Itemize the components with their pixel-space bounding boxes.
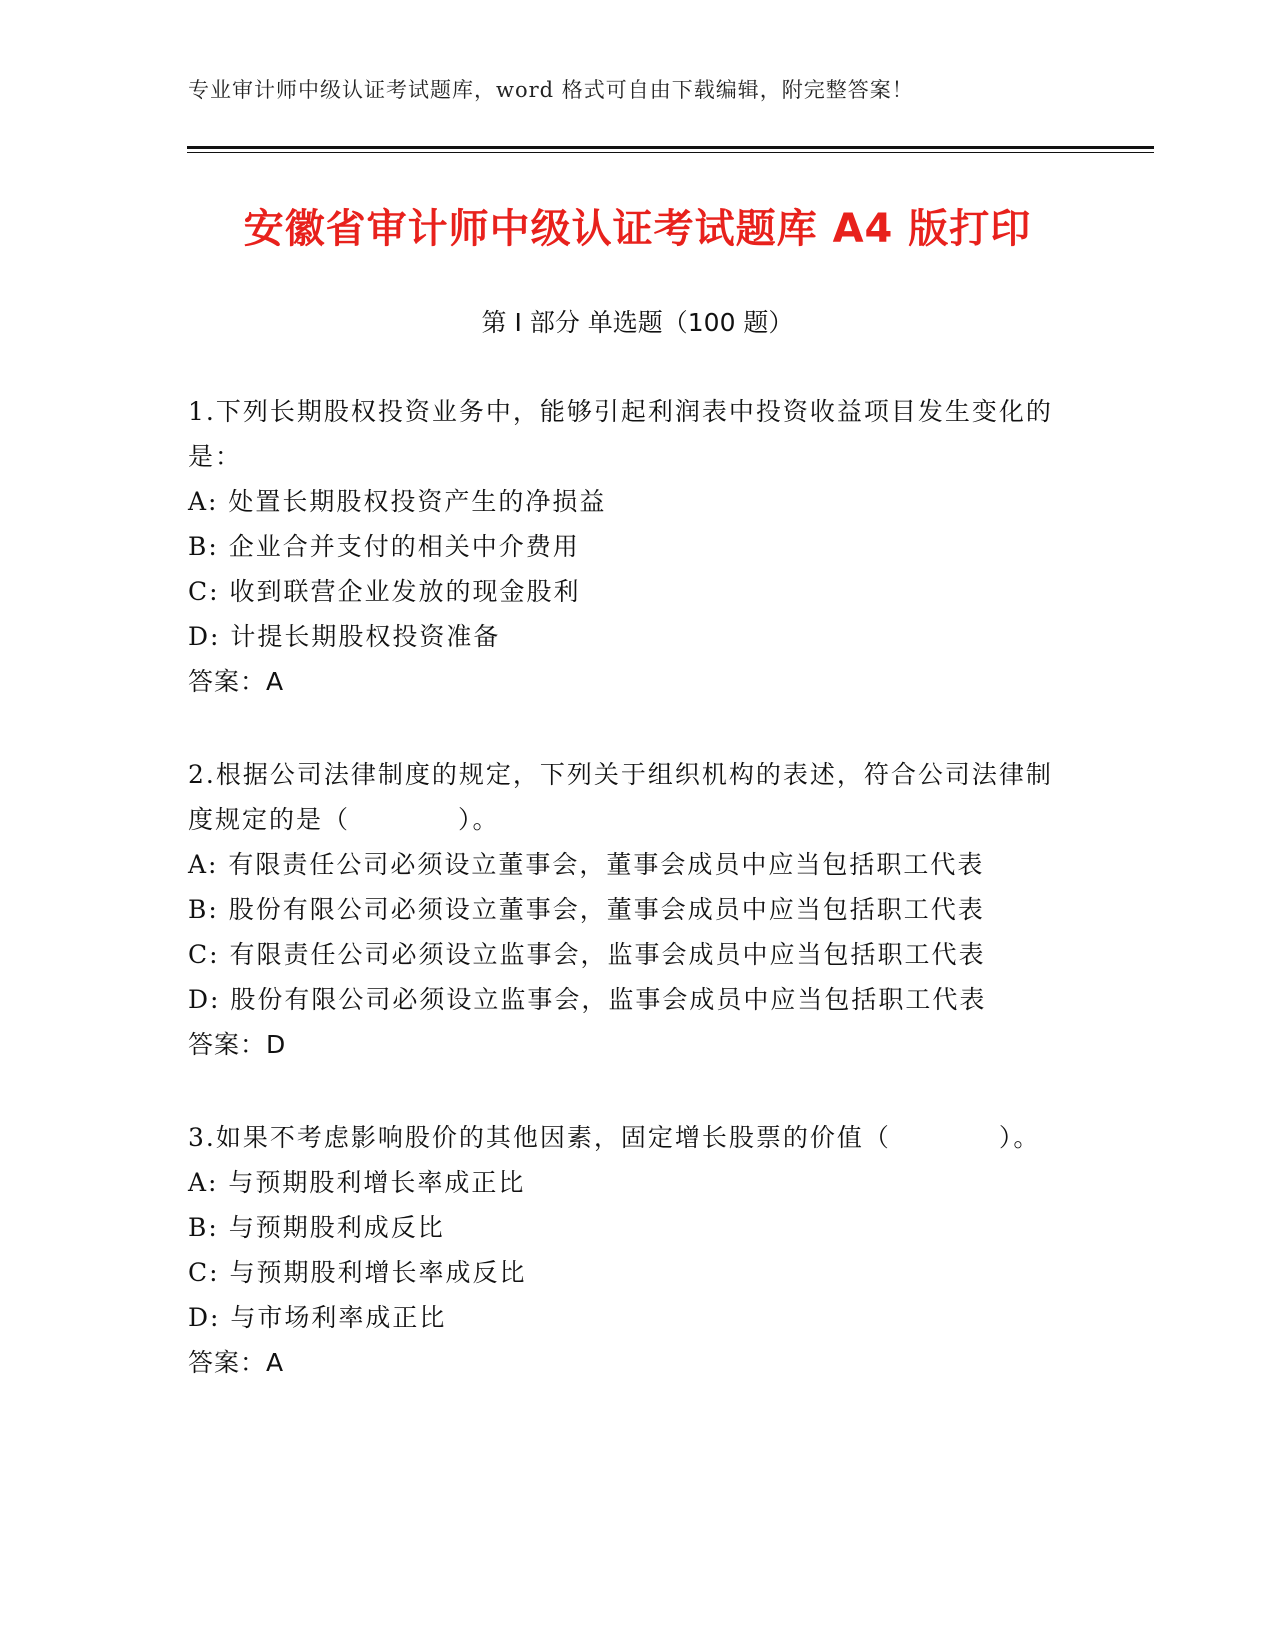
- option-c: C: 收到联营企业发放的现金股利: [188, 577, 581, 606]
- question-stem: 3.如果不考虑影响股价的其他因素，固定增长股票的价值（ ）。: [188, 1123, 1041, 1152]
- answer: 答案：A: [188, 1348, 285, 1377]
- option-b: B: 企业合并支付的相关中介费用: [188, 532, 580, 561]
- answer: 答案：D: [188, 1030, 287, 1059]
- question-1: [188, 389, 1068, 704]
- option-d: D: 计提长期股权投资准备: [188, 622, 501, 651]
- section-title: 第 I 部分 单选题（100 题）: [481, 308, 794, 337]
- option-d: D: 股份有限公司必须设立监事会，监事会成员中应当包括职工代表: [188, 985, 987, 1014]
- answer: 答案：A: [188, 667, 285, 696]
- question-2: [188, 752, 1068, 1067]
- option-a: A: 处置长期股权投资产生的净损益: [188, 487, 607, 516]
- option-c: C: 有限责任公司必须设立监事会，监事会成员中应当包括职工代表: [188, 940, 986, 969]
- option-c: C: 与预期股利增长率成反比: [188, 1258, 527, 1287]
- option-b: B: 股份有限公司必须设立董事会，董事会成员中应当包括职工代表: [188, 895, 985, 924]
- option-b: B: 与预期股利成反比: [188, 1213, 445, 1242]
- option-a: A: 有限责任公司必须设立董事会，董事会成员中应当包括职工代表: [188, 850, 985, 879]
- question-3: [188, 1115, 1068, 1385]
- option-d: D: 与市场利率成正比: [188, 1303, 447, 1332]
- header-divider-thin: [187, 152, 1154, 153]
- option-a: A: 与预期股利增长率成正比: [188, 1168, 526, 1197]
- question-stem: 1.下列长期股权投资业务中，能够引起利润表中投资收益项目发生变化的是：: [188, 397, 1053, 471]
- header-divider-thick: [187, 146, 1154, 149]
- question-stem: 2.根据公司法律制度的规定，下列关于组织机构的表述，符合公司法律制度规定的是（ ）。: [188, 760, 1053, 834]
- document-title: 安徽省审计师中级认证考试题库 A4 版打印: [243, 206, 1032, 252]
- header-note: 专业审计师中级认证考试题库，word 格式可自由下载编辑，附完整答案！: [188, 78, 914, 102]
